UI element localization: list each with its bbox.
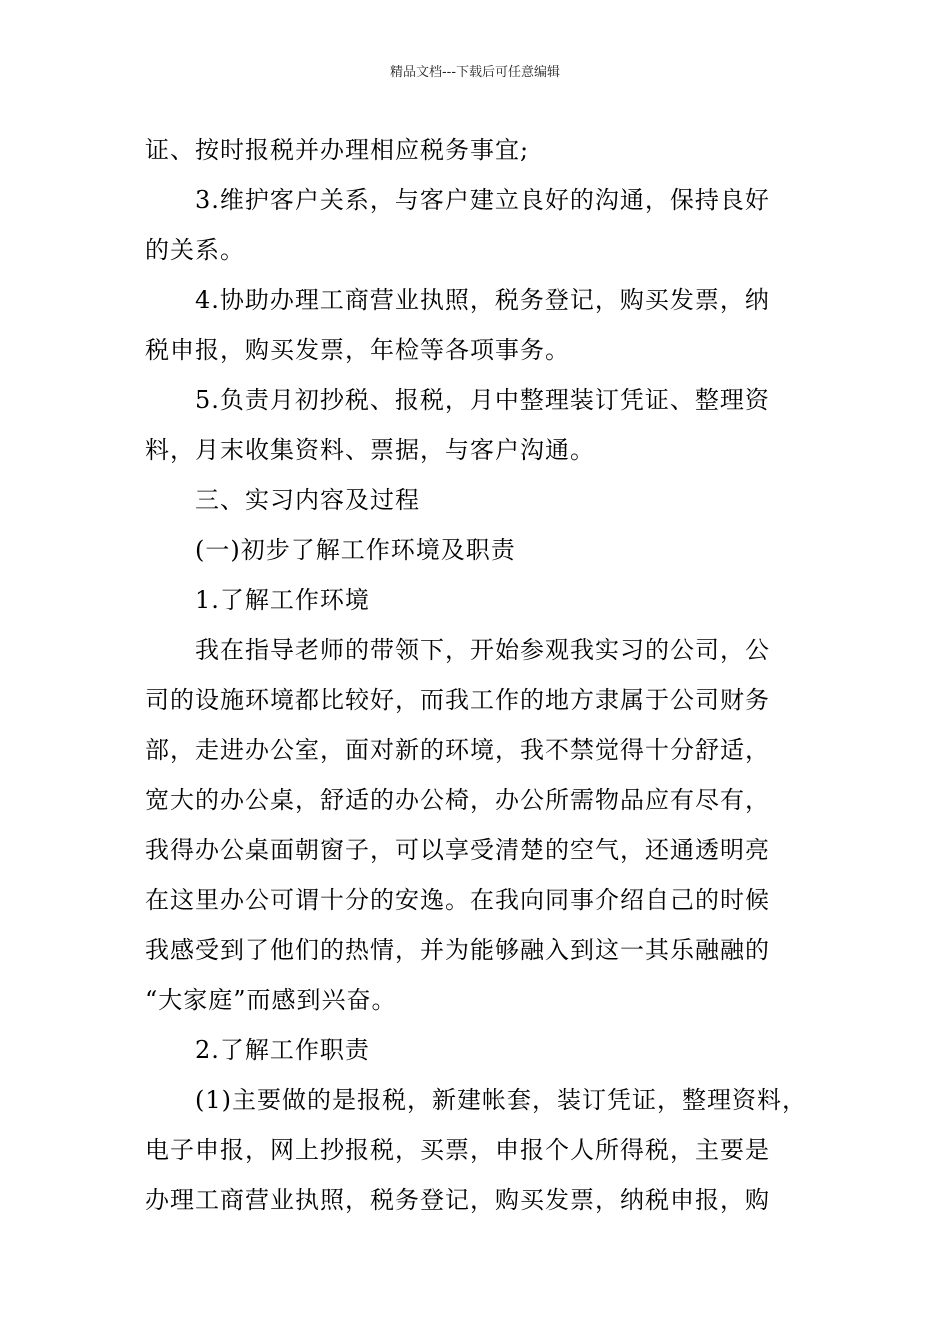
text-line: 证、按时报税并办理相应税务事宜; (145, 136, 530, 164)
text-line: 我感受到了他们的热情，并为能够融入到这一其乐融融的 (145, 936, 770, 964)
text-line: 宽大的办公桌，舒适的办公椅，办公所需物品应有尽有， (145, 786, 770, 814)
text-line: 我在指导老师的带领下，开始参观我实习的公司，公 (195, 636, 770, 664)
document-body (145, 125, 820, 1225)
text-line: 3.维护客户关系，与客户建立良好的沟通，保持良好 (195, 186, 770, 214)
text-line: 4.协助办理工商营业执照，税务登记，购买发票，纳 (195, 286, 770, 314)
text-line: 部，走进办公室，面对新的环境，我不禁觉得十分舒适， (145, 736, 770, 764)
text-line: 税申报，购买发票，年检等各项事务。 (145, 336, 570, 364)
page-header: 精品文档---下载后可任意编辑 (389, 65, 561, 80)
text-line: 料，月末收集资料、票据，与客户沟通。 (145, 436, 595, 464)
item-heading: 1.了解工作环境 (195, 586, 370, 614)
item-heading: 2.了解工作职责 (195, 1036, 370, 1064)
subsection-heading: (一)初步了解工作环境及职责 (195, 536, 516, 564)
text-line: 的关系。 (145, 236, 245, 264)
text-line: “大家庭”而感到兴奋。 (145, 986, 397, 1014)
text-line: 电子申报，网上抄报税，买票，申报个人所得税，主要是 (145, 1136, 770, 1164)
section-heading: 三、实习内容及过程 (195, 486, 420, 514)
text-line: 我得办公桌面朝窗子，可以享受清楚的空气，还通透明亮 (145, 836, 770, 864)
text-line: 办理工商营业执照，税务登记，购买发票，纳税申报，购 (145, 1186, 770, 1214)
text-line: 5.负责月初抄税、报税，月中整理装订凭证、整理资 (195, 386, 770, 414)
text-line: 在这里办公可谓十分的安逸。在我向同事介绍自己的时候 (145, 886, 770, 914)
text-line: (1)主要做的是报税，新建帐套，装订凭证，整理资料， (195, 1086, 807, 1114)
text-line: 司的设施环境都比较好，而我工作的地方隶属于公司财务 (145, 686, 770, 714)
